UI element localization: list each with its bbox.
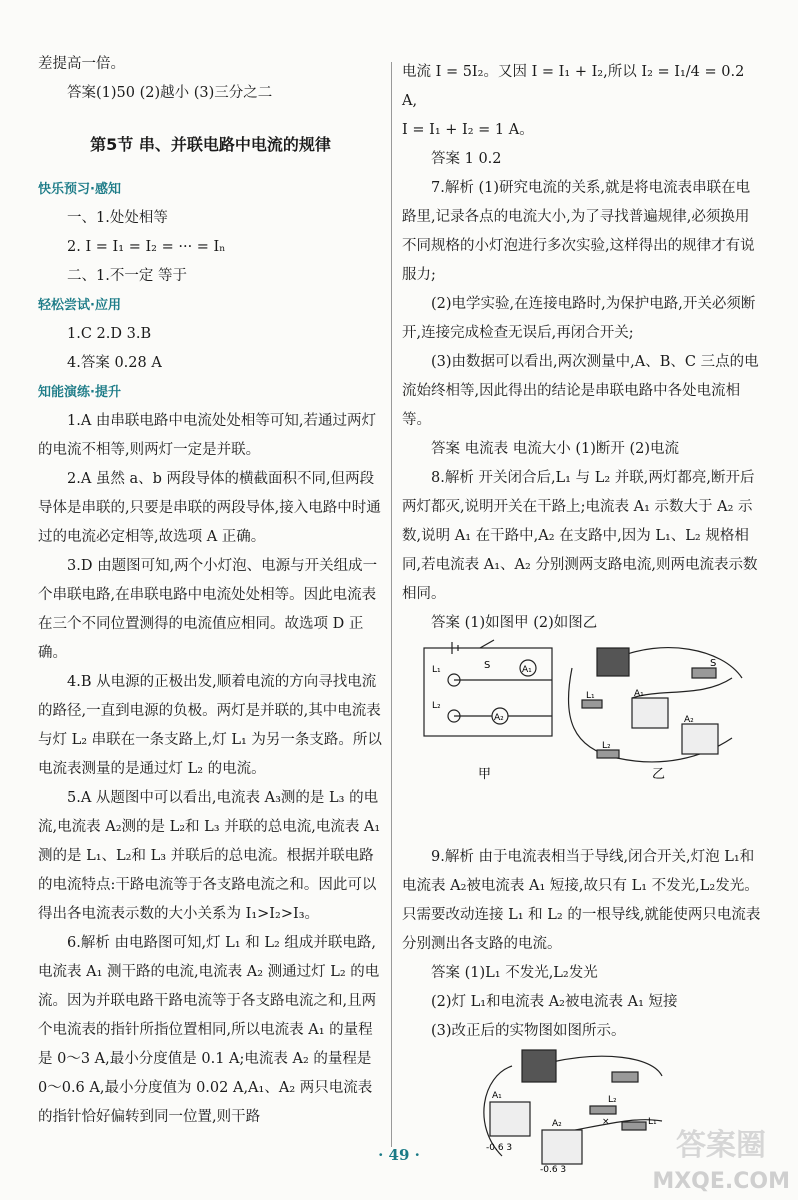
question-5: 5.A 从题图中可以看出,电流表 A₃测的是 L₃ 的电流,电流表 A₂测的是 L₂和 L₃ 并联的总电流,电流表 A₁测的是 L₁、L₂和 L₃ 并联后的总电流。根据并联电路的电流特点:干路电流等于各支路电流之和。因此可以得出各电流表示数的大小关系为 I₁>I₂>I₃。 [38,790,381,922]
question-3: 3.D 由题图可知,两个小灯泡、电源与开关组成一个串联电路,在串联电路中电流处处相等。因此电流表在三个不同位置测得的电流值应相同。故选项 D 正确。 [38,558,378,661]
scale-label-a2: -0.6 3 [540,1165,567,1175]
ammeter-a1-label: A₁ [522,665,532,675]
answer-line: 答案 电流表 电流大小 (1)断开 (2)电流 [431,441,680,457]
column-divider [391,62,392,1147]
lamp-l2-label-yi: L₂ [602,741,611,751]
formula-line: I = I₁ + I₂ = 1 A。 [402,122,534,138]
switch-label-yi: S [710,658,717,669]
formula-line: 2. I = I₁ = I₂ = ··· = Iₙ [67,239,226,255]
ammeter-a1-label-yi: A₁ [634,689,644,699]
lamp-l1-label-fixed: L₁ [648,1117,657,1127]
lamp-l1-label: L₁ [432,665,441,675]
ammeter-a1-label-fixed: A₁ [492,1091,502,1101]
left-column [38,50,383,1132]
cross-mark: × [602,1117,610,1127]
subsection-heading: 知能演练·提升 [38,385,121,400]
ammeter-a2-label-yi: A₂ [684,715,694,725]
answer-line: (2)灯 L₁和电流表 A₂被电流表 A₁ 短接 [431,994,678,1010]
question-7: 7.解析 (1)研究电流的关系,就是将电流表串联在电路里,记录各点的电流大小,为了寻找普遍规律,必须换用不同规格的小灯泡进行多次实验,这样得出的规律才有说服力; [402,180,755,283]
ammeter-a2-label: A₂ [494,713,504,723]
answer-line: 答案(1)50 (2)越小 (3)三分之二 [67,85,273,101]
figure-circuits [402,638,762,843]
figure-label-yi: 乙 [652,767,666,782]
scale-label-a1: -0.6 3 [486,1143,513,1153]
text-line: 二、1.不一定 等于 [67,268,187,284]
answer-line: 4.答案 0.28 A [67,355,162,371]
lamp-l1-label-yi: L₁ [586,691,595,701]
figure-label-jia: 甲 [478,767,492,782]
question-8: 8.解析 开关闭合后,L₁ 与 L₂ 并联,两灯都亮,断开后两灯都灭,说明开关在干路上;电流表 A₁ 示数大于 A₂ 示数,说明 A₁ 在干路中,A₂ 在支路中,因为 L₁、L₂ 规格相同,若电流表 A₁、A₂ 分别测两支路电流,则两电流表示数相同。 [402,470,758,602]
circuit-diagrams [402,638,762,843]
section-title: 第5节 串、并联电路中电流的规律 [90,135,331,154]
answer-line: 答案 1 0.2 [431,151,502,167]
question-7b: (2)电学实验,在连接电路时,为保护电路,开关必须断开,连接完成检查无误后,再闭合开关; [402,296,756,341]
watermark-url: MXQE.COM [652,1169,790,1194]
subsection-heading: 轻松尝试·应用 [38,298,121,313]
answer-line: (3)改正后的实物图如图所示。 [431,1023,626,1039]
watermark-logo: 答案圈 [676,1128,766,1163]
lamp-l2-label: L₂ [432,701,441,711]
answer-line: 答案 (1)L₁ 不发光,L₂发光 [431,965,598,981]
text-line: 1.C 2.D 3.B [67,326,152,342]
right-column [402,58,762,1176]
answer-line: 答案 (1)如图甲 (2)如图乙 [431,615,598,631]
ammeter-a2-label-fixed: A₂ [552,1119,562,1129]
switch-label: S [484,660,491,671]
question-4: 4.B 从电源的正极出发,顺着电流的方向寻找电流的路径,一直到电源的负极。两灯是并联的,其中电流表与灯 L₂ 串联在一条支路上,灯 L₁ 为另一条支路。所以电流表测量的是通过灯 L₂ 的电流。 [38,674,382,777]
question-9: 9.解析 由于电流表相当于导线,闭合开关,灯泡 L₁和电流表 A₂被电流表 A₁ 短接,故只有 L₁ 不发光,L₂发光。只需要改动连接 L₁ 和 L₂ 的一根导线,就能使两只电流表分别测出各支路的电流。 [402,849,761,952]
text-line: 一、1.处处相等 [67,210,168,226]
page-number: · 49 · [378,1146,420,1164]
text-line: 差提高一倍。 [38,56,125,72]
question-7c: (3)由数据可以看出,两次测量中,A、B、C 三点的电流始终相等,因此得出的结论是串联电路中各处电流相等。 [402,354,759,428]
question-6: 6.解析 由电路图可知,灯 L₁ 和 L₂ 组成并联电路,电流表 A₁ 测干路的电流,电流表 A₂ 测通过灯 L₂ 的电流。因为并联电路干路电流等于各支路电流之和,且两个电流表的指针所指位置相同,所以电流表 A₁ 的量程是 0～3 A,最小分度值是 0.1 A;电流表 A₂ 的量程是 0～0.6 A,最小分度值为 0.02 A,A₁、A₂ 两只电流表的指针恰好偏转到同一位置,则干路 [38,935,380,1125]
subsection-heading: 快乐预习·感知 [38,182,121,197]
lamp-l2-label-fixed: L₂ [608,1095,617,1105]
formula-line: 电流 I = 5I₂。又因 I = I₁ + I₂,所以 I₂ = I₁/4 = 0.2 A, [402,64,745,109]
question-1: 1.A 由串联电路中电流处处相等可知,若通过两灯的电流不相等,则两灯一定是并联。 [38,413,377,458]
question-2: 2.A 虽然 a、b 两段导体的横截面积不同,但两段导体是串联的,只要是串联的两段导体,接入电路中时通过的电流必定相等,故选项 A 正确。 [38,471,381,545]
